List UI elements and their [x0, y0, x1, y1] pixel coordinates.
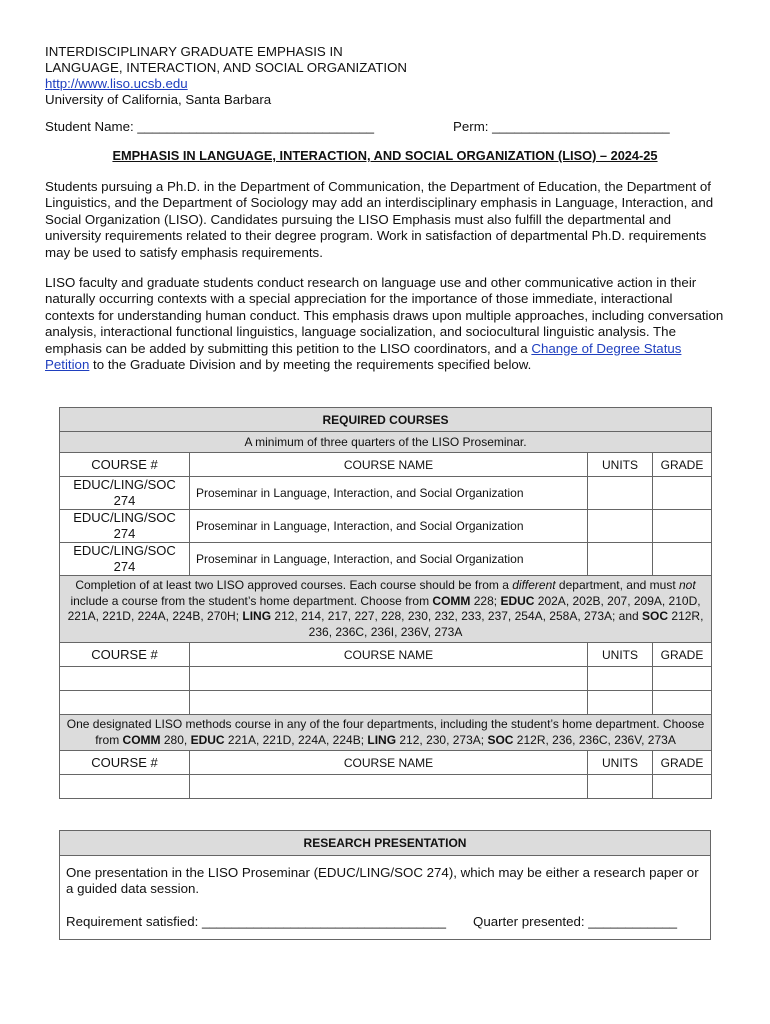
units-cell[interactable]	[588, 510, 653, 543]
perm-field[interactable]: Perm: ________________________	[453, 119, 670, 134]
table-row	[60, 510, 712, 543]
course-number-cell: EDUC/LING/SOC 274	[60, 543, 190, 576]
research-presentation-box	[59, 830, 711, 940]
units-cell[interactable]	[588, 543, 653, 576]
course-name-header: COURSE NAME	[190, 751, 588, 775]
course-name-header: COURSE NAME	[190, 643, 588, 667]
course-number-cell[interactable]	[60, 691, 190, 715]
grade-cell[interactable]	[653, 477, 712, 510]
course-number-cell[interactable]	[60, 667, 190, 691]
grade-cell[interactable]	[653, 510, 712, 543]
methods-course-note: One designated LISO methods course in any of the four departments, including the student’s home department. Choose from COMM 280, EDUC 221A, 221D, 224A, 224B; LING 212, 230, 273A; SOC 212R, 236, 236C, 236V, 273A	[60, 715, 712, 751]
quarter-presented-field[interactable]: Quarter presented: ____________	[473, 913, 678, 929]
table-row	[60, 775, 712, 799]
grade-cell[interactable]	[653, 667, 712, 691]
units-header: UNITS	[588, 751, 653, 775]
grade-cell[interactable]	[653, 775, 712, 799]
course-number-header: COURSE #	[60, 751, 190, 775]
grade-cell[interactable]	[653, 543, 712, 576]
header-program-line1: INTERDISCIPLINARY GRADUATE EMPHASIS IN	[45, 44, 343, 59]
course-number-cell: EDUC/LING/SOC 274	[60, 477, 190, 510]
intro-paragraph-1: Students pursuing a Ph.D. in the Department of Communication, the Department of Education, the Department of Linguistics, and the Department of Sociology may add an interdisciplinary emphasis in Language, Interaction, and Social Organization (LISO). Candidates pursuing the LISO Emphasis must also fulfill the departmental and university requirements related to their degree program. Work in satisfaction of departmental Ph.D. requirements may be used to satisfy emphasis requirements.	[45, 179, 714, 260]
document-page	[45, 44, 725, 373]
units-cell[interactable]	[588, 477, 653, 510]
course-name-cell[interactable]	[190, 691, 588, 715]
course-name-cell: Proseminar in Language, Interaction, and Social Organization	[190, 510, 588, 543]
change-of-degree-status-petition-link[interactable]: Change of Degree Status Petition	[45, 340, 682, 373]
course-name-header: COURSE NAME	[190, 453, 588, 477]
requirement-satisfied-field[interactable]: Requirement satisfied: _________________________________	[66, 913, 447, 929]
course-name-cell[interactable]	[190, 775, 588, 799]
required-courses-table	[59, 407, 712, 799]
student-name-field[interactable]: Student Name: ________________________________	[45, 119, 375, 134]
course-number-cell[interactable]	[60, 775, 190, 799]
units-cell[interactable]	[588, 667, 653, 691]
table-header-row	[60, 643, 712, 667]
grade-cell[interactable]	[653, 691, 712, 715]
intro-paragraph-2: LISO faculty and graduate students conduct research on language use and other communicative action in their naturally occurring contexts with a special appreciation for the importance of those immediate, interactional contexts for understanding human conduct. This emphasis draws upon multiple approaches, including conversation analysis, interactional functional linguistics, language socialization, and sociocultural linguistic analysis. The emphasis can be added by submitting this petition to the LISO coordinators, and a Change of Degree Status Petition to the Graduate Division and by meeting the requirements specified below.	[45, 275, 724, 373]
table-row	[60, 667, 712, 691]
approved-courses-note: Completion of at least two LISO approved courses. Each course should be from a different department, and must not include a course from the student’s home department. Choose from COMM 228; EDUC 202A, 202B, 207, 209A, 210D, 221A, 221D, 224A, 224B, 270H; LING 212, 214, 217, 227, 228, 230, 232, 233, 237, 254A, 258A, 273A; and SOC 212R, 236, 236C, 236I, 236V, 273A	[60, 576, 712, 643]
table-row	[60, 477, 712, 510]
research-presentation-heading: RESEARCH PRESENTATION	[60, 831, 710, 856]
course-name-cell: Proseminar in Language, Interaction, and Social Organization	[190, 543, 588, 576]
table-row	[60, 543, 712, 576]
table-header-row	[60, 751, 712, 775]
course-name-cell[interactable]	[190, 667, 588, 691]
course-number-header: COURSE #	[60, 643, 190, 667]
grade-header: GRADE	[653, 751, 712, 775]
proseminar-requirement-note: A minimum of three quarters of the LISO Proseminar.	[60, 432, 712, 453]
course-number-header: COURSE #	[60, 453, 190, 477]
page-title: EMPHASIS IN LANGUAGE, INTERACTION, AND SOCIAL ORGANIZATION (LISO) – 2024-25	[112, 148, 658, 163]
required-courses-heading: REQUIRED COURSES	[60, 408, 712, 432]
header-university: University of California, Santa Barbara	[45, 92, 272, 107]
table-row	[60, 691, 712, 715]
liso-website-link[interactable]: http://www.liso.ucsb.edu	[45, 76, 188, 91]
table-header-row	[60, 453, 712, 477]
header-program-line2: LANGUAGE, INTERACTION, AND SOCIAL ORGANIZATION	[45, 60, 408, 75]
units-header: UNITS	[588, 643, 653, 667]
course-number-cell: EDUC/LING/SOC 274	[60, 510, 190, 543]
units-cell[interactable]	[588, 775, 653, 799]
grade-header: GRADE	[653, 643, 712, 667]
units-cell[interactable]	[588, 691, 653, 715]
research-presentation-description: One presentation in the LISO Proseminar (EDUC/LING/SOC 274), which may be either a research paper or a guided data session.	[66, 865, 699, 897]
grade-header: GRADE	[653, 453, 712, 477]
course-name-cell: Proseminar in Language, Interaction, and Social Organization	[190, 477, 588, 510]
units-header: UNITS	[588, 453, 653, 477]
student-info-row	[45, 119, 725, 135]
